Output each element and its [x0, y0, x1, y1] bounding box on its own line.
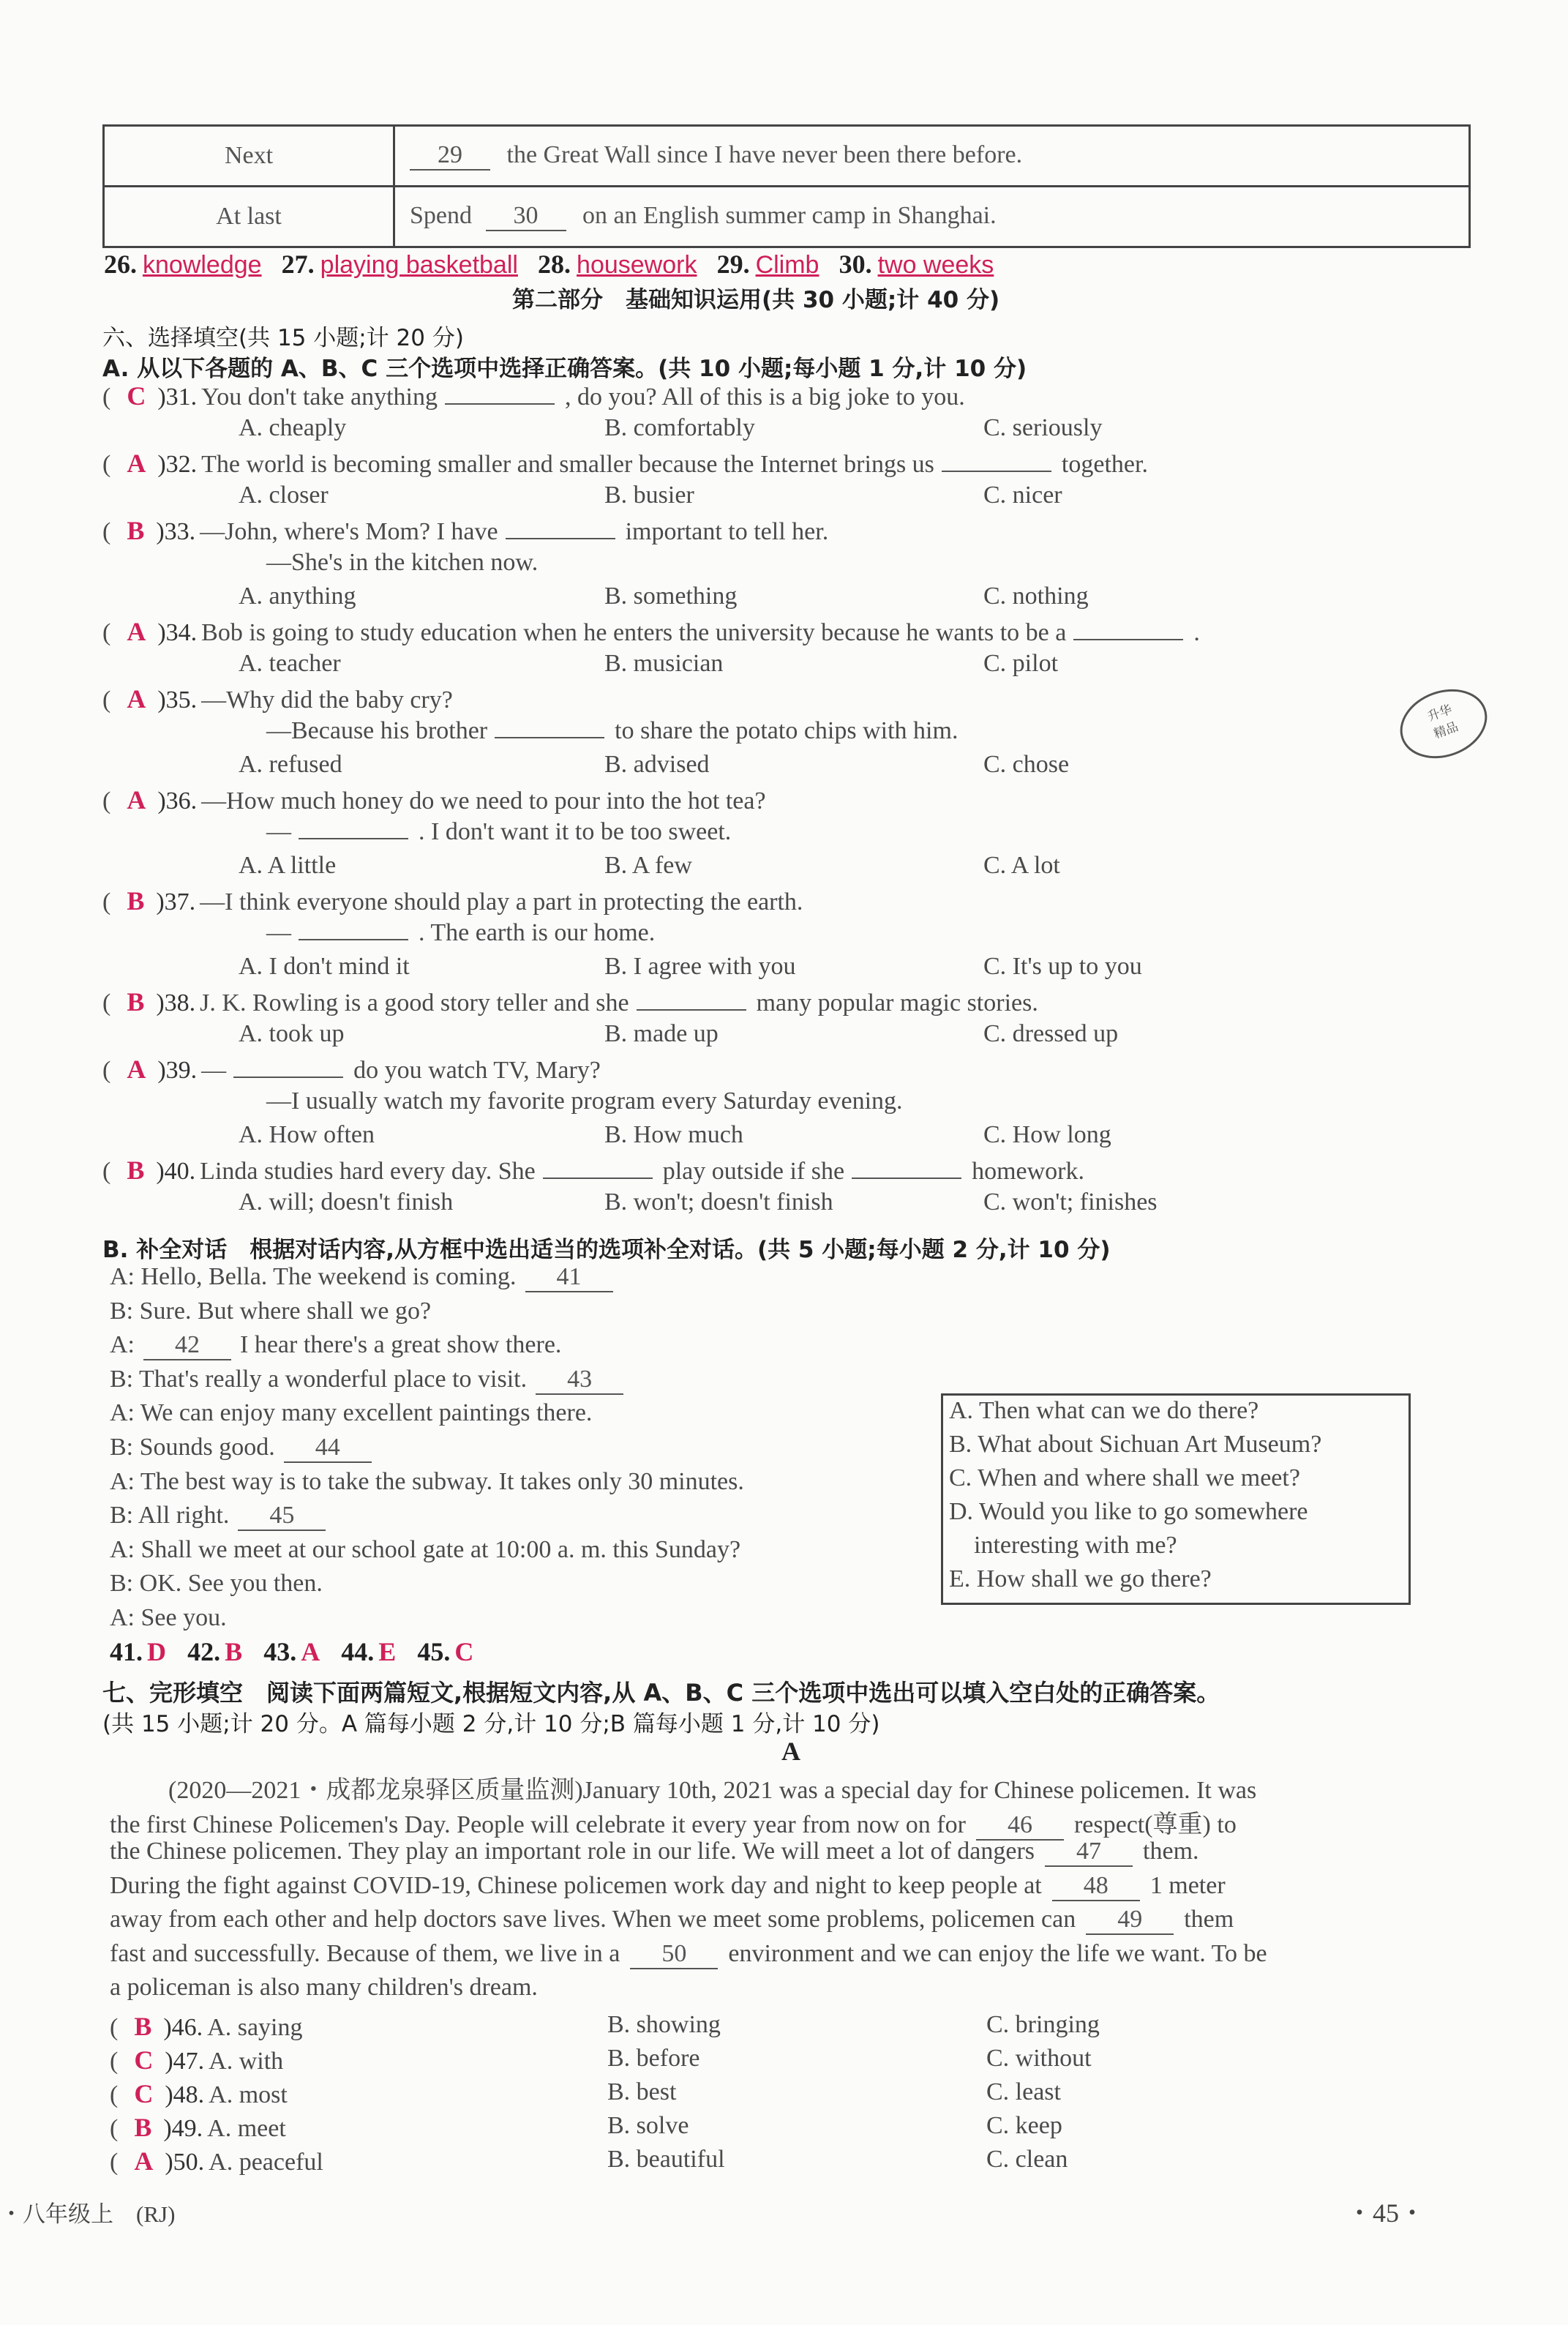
box-option: interesting with me?: [949, 1532, 1177, 1559]
option: A. anything: [239, 583, 356, 610]
option: C. nothing: [983, 583, 1089, 610]
option: A. will; doesn't finish: [239, 1188, 454, 1216]
option: C. seriously: [983, 414, 1103, 441]
passage-text: them.: [1143, 1838, 1199, 1865]
paren-open: (: [102, 1158, 111, 1185]
option: B. A few: [604, 852, 692, 879]
option: A. How often: [239, 1121, 375, 1148]
blank: [852, 1178, 961, 1179]
dialog-line: [110, 1263, 622, 1292]
blank: 30: [486, 202, 566, 231]
option: A. took up: [239, 1020, 345, 1047]
dialog-text: B: Sounds good.: [110, 1434, 275, 1461]
question-text: J. K. Rowling is a good story teller and she: [200, 989, 629, 1017]
paren-open: (: [102, 888, 111, 916]
question-row: [102, 986, 1038, 1017]
paren-open: (: [102, 619, 111, 646]
paren-open: (: [102, 787, 111, 815]
answer-letter: B: [134, 2113, 152, 2142]
passage-text: (2020—2021・成都龙泉驿区质量监测)January 10th, 2021 was a special day for Chinese policemen. It was: [168, 1777, 1257, 1804]
question-text: —I think everyone should play a part in protecting the earth.: [200, 888, 803, 916]
dialog-line: [110, 1604, 227, 1632]
question-text: —She's in the kitchen now.: [266, 549, 539, 576]
question-text: —I usually watch my favorite program every Saturday evening.: [266, 1087, 903, 1115]
answer-letter: A: [134, 2146, 154, 2176]
paren-open: (: [102, 451, 111, 478]
blank: [637, 1009, 746, 1011]
passage-line: [110, 1940, 1267, 1969]
table-prefix: Spend: [410, 202, 472, 229]
option: C. without: [986, 2045, 1092, 2072]
option: C. bringing: [986, 2011, 1100, 2038]
question-row: [102, 616, 1200, 647]
blank: [495, 737, 604, 738]
option: C. least: [986, 2078, 1061, 2105]
question-text: . The earth is our home.: [419, 919, 656, 946]
answer-letter: C: [134, 2079, 154, 2108]
question-text: to share the potato chips with him.: [615, 717, 959, 744]
question-text: . I don't want it to be too sweet.: [419, 818, 732, 845]
option: B. before: [607, 2045, 700, 2072]
question-row: [102, 684, 453, 714]
paren-open: (: [110, 2081, 119, 2108]
box-option: E. How shall we go there?: [949, 1565, 1212, 1592]
table-label: Next: [104, 126, 394, 187]
question-text: —: [266, 919, 291, 946]
table-text: the Great Wall since I have never been there before.: [506, 141, 1023, 168]
dialog-text: B: OK. See you then.: [110, 1570, 323, 1598]
option: B. solve: [607, 2112, 689, 2139]
blank: 44: [284, 1434, 372, 1463]
question-text: —Because his brother: [266, 717, 488, 744]
part-title: 第二部分 基础知识运用(共 30 小题;计 40 分): [512, 287, 1000, 313]
option: A. I don't mind it: [239, 953, 410, 980]
blank: 42: [143, 1331, 231, 1360]
writing-table: [102, 124, 1471, 248]
dialog-text: A:: [110, 1331, 135, 1359]
option: A. refused: [239, 751, 342, 778]
answer-letter: B: [127, 987, 145, 1017]
passage-line: [110, 1838, 1199, 1867]
question-row: [110, 2045, 283, 2075]
passage-label: A: [781, 1737, 800, 1766]
question-text: .: [1193, 619, 1200, 646]
box-option: B. What about Sichuan Art Museum?: [949, 1431, 1322, 1458]
question-row: [102, 785, 766, 815]
passage-text: away from each other and help doctors save lives. When we meet some problems, policemen can: [110, 1906, 1076, 1933]
blank: 47: [1045, 1838, 1133, 1867]
question-number: )36.: [157, 787, 198, 815]
table-text: on an English summer camp in Shanghai.: [582, 202, 997, 229]
paren-open: (: [102, 518, 111, 545]
question-number: )34.: [157, 619, 198, 646]
question-row: [102, 1155, 1084, 1186]
question-row: [102, 448, 1148, 479]
option: B. made up: [604, 1020, 719, 1047]
option: B. busier: [604, 482, 694, 509]
box-option: A. Then what can we do there?: [949, 1397, 1259, 1424]
section-subtitle: B. 补全对话 根据对话内容,从方框中选出适当的选项补全对话。(共 5 小题;每小题 2 分,计 10 分): [102, 1237, 1111, 1263]
dialog-line: [110, 1434, 380, 1463]
option: C. dressed up: [983, 1020, 1119, 1047]
blank: 46: [976, 1811, 1064, 1841]
question-text: homework.: [972, 1158, 1084, 1185]
question-text: —: [266, 818, 291, 845]
box-option: D. Would you like to go somewhere: [949, 1498, 1308, 1525]
options-box: [941, 1393, 1411, 1605]
question-number: )49.: [163, 2115, 203, 2142]
passage-text: 1 meter: [1149, 1871, 1226, 1899]
paren-open: (: [102, 383, 111, 411]
paren-open: (: [110, 2149, 119, 2176]
dialog-text: B: All right.: [110, 1502, 230, 1530]
blank: 50: [630, 1940, 718, 1969]
option: C. won't; finishes: [983, 1188, 1158, 1216]
blank: 48: [1052, 1872, 1140, 1901]
option: C. It's up to you: [983, 953, 1142, 980]
paren-open: (: [110, 2048, 119, 2075]
section-title: 七、完形填空 阅读下面两篇短文,根据短文内容,从 A、B、C 三个选项中选出可以填入空白处的正确答案。: [102, 1679, 1220, 1707]
option: B. showing: [607, 2011, 721, 2038]
question-number: )48.: [165, 2081, 205, 2108]
section-subtitle: (共 15 小题;计 20 分。A 篇每小题 2 分,计 10 分;B 篇每小题 1 分,计 10 分): [102, 1711, 880, 1737]
option: B. beautiful: [607, 2146, 725, 2173]
blank: [1073, 639, 1183, 640]
option: C. chose: [983, 751, 1070, 778]
question-text: You don't take anything: [201, 383, 438, 411]
option: A. most: [209, 2081, 288, 2108]
question-row: [102, 1054, 601, 1085]
option: C. keep: [986, 2112, 1062, 2139]
option: C. pilot: [983, 650, 1059, 677]
dialog-text: B: Sure. But where shall we go?: [110, 1297, 432, 1325]
dialog-text: A: Hello, Bella. The weekend is coming.: [110, 1263, 517, 1290]
option: B. How much: [604, 1121, 743, 1148]
passage-line: [110, 1906, 1234, 1935]
blank: [543, 1178, 653, 1179]
option: B. I agree with you: [604, 953, 796, 980]
box-option: C. When and where shall we meet?: [949, 1464, 1300, 1491]
option: A. with: [209, 2048, 284, 2075]
passage-text: the first Chinese Policemen's Day. People will celebrate it every year from now on for: [110, 1811, 966, 1838]
question-row: [102, 381, 965, 411]
passage-line: [110, 1872, 1226, 1901]
question-text: —Why did the baby cry?: [201, 686, 453, 714]
blank: [233, 1077, 343, 1078]
answer-letter: C: [127, 381, 146, 411]
page-number: ・45・: [1346, 2198, 1426, 2228]
option: B. something: [604, 583, 738, 610]
question-number: )32.: [157, 451, 198, 478]
question-number: )33.: [156, 518, 196, 545]
option: A. A little: [239, 852, 337, 879]
question-text: together.: [1061, 451, 1148, 478]
dialog-line: [110, 1502, 334, 1531]
option: A. saying: [207, 2014, 303, 2041]
option: A. teacher: [239, 650, 341, 677]
passage-line: [168, 1770, 1256, 1805]
question-text: Linda studies hard every day. She: [200, 1158, 536, 1185]
dialog-text: A: See you.: [110, 1604, 227, 1631]
option: B. musician: [604, 650, 724, 677]
dialog-line: [110, 1536, 740, 1564]
question-row: [110, 2146, 323, 2176]
blank: [445, 403, 555, 405]
table-row: [104, 187, 1470, 247]
stamp-seal: 升华 精品: [1390, 678, 1496, 770]
answer-letter: A: [127, 1055, 146, 1084]
dialog-text: B: That's really a wonderful place to visit.: [110, 1365, 528, 1393]
dialog-line: [110, 1468, 744, 1496]
question-text: Bob is going to study education when he enters the university because he wants to be a: [201, 619, 1067, 646]
answer-letter: A: [127, 684, 146, 714]
answer-line-26-30: 26. knowledge 27. playing basketball 28. housework 29. Climb 30. two weeks: [104, 250, 994, 279]
paren-open: (: [110, 2115, 119, 2142]
dialog-text: A: The best way is to take the subway. It takes only 30 minutes.: [110, 1467, 744, 1495]
option: B. won't; doesn't finish: [604, 1188, 833, 1216]
option: C. How long: [983, 1121, 1111, 1148]
dialog-line: [110, 1331, 561, 1360]
question-number: )35.: [157, 686, 198, 714]
paren-open: (: [110, 2014, 119, 2041]
answer-letter: B: [127, 516, 145, 545]
blank: 45: [238, 1502, 326, 1531]
question-text: The world is becoming smaller and smaller because the Internet brings us: [201, 451, 934, 478]
section-subtitle: A. 从以下各题的 A、B、C 三个选项中选择正确答案。(共 10 小题;每小题 1 分,计 10 分): [102, 356, 1027, 382]
dialog-line: [110, 1399, 592, 1427]
option: C. A lot: [983, 852, 1060, 879]
answer-letter: B: [127, 1156, 145, 1185]
passage-text: respect(尊重) to: [1073, 1811, 1237, 1838]
question-number: )46.: [163, 2014, 203, 2041]
passage-text: a policeman is also many children's dream.: [110, 1974, 538, 2001]
paren-open: (: [102, 686, 111, 714]
table-label: At last: [104, 187, 394, 247]
answer-letter: A: [127, 617, 146, 646]
passage-text: environment and we can enjoy the life we want. To be: [728, 1939, 1267, 1967]
option: A. cheaply: [239, 414, 347, 441]
dialog-text: A: We can enjoy many excellent paintings there.: [110, 1399, 593, 1427]
answer-letter: B: [134, 2012, 152, 2041]
answer-letter: A: [127, 449, 146, 478]
passage-text: them: [1184, 1906, 1234, 1933]
question-number: )40.: [156, 1158, 196, 1185]
question-text: [266, 717, 958, 745]
option: B. advised: [604, 751, 710, 778]
passage-line: [110, 1974, 538, 2002]
question-number: )47.: [165, 2048, 205, 2075]
paren-open: (: [102, 989, 111, 1017]
question-text: [266, 919, 655, 947]
passage-line: [110, 1804, 1237, 1841]
answer-letter: B: [127, 886, 145, 916]
option: A. peaceful: [209, 2149, 323, 2176]
passage-text: fast and successfully. Because of them, we live in a: [110, 1939, 620, 1967]
footer-left: ・八年级上 (RJ): [0, 2201, 176, 2227]
question-text: —: [201, 1057, 227, 1084]
option: C. clean: [986, 2146, 1068, 2173]
blank: 41: [525, 1263, 613, 1292]
question-row: [110, 2011, 303, 2042]
option: A. meet: [207, 2115, 286, 2142]
question-row: [110, 2078, 288, 2109]
question-text: , do you? All of this is a big joke to you.: [565, 383, 965, 411]
question-row: [110, 2112, 286, 2143]
question-row: [102, 886, 803, 916]
question-number: )50.: [165, 2149, 205, 2176]
blank: [506, 538, 615, 539]
blank: 49: [1086, 1906, 1174, 1935]
paren-open: (: [102, 1057, 111, 1084]
question-text: —How much honey do we need to pour into the hot tea?: [201, 787, 766, 815]
dialog-line: [110, 1298, 431, 1325]
dialog-text: I hear there's a great show there.: [240, 1331, 562, 1359]
option: B. comfortably: [604, 414, 755, 441]
dialog-line: [110, 1366, 632, 1395]
question-row: [102, 515, 828, 546]
question-text: play outside if she: [662, 1158, 845, 1185]
option: C. nicer: [983, 482, 1062, 509]
question-text: many popular magic stories.: [756, 989, 1038, 1017]
passage-text: During the fight against COVID-19, Chinese policemen work day and night to keep people at: [110, 1871, 1042, 1899]
blank: 43: [536, 1366, 623, 1395]
question-text: —John, where's Mom? I have: [200, 518, 498, 545]
blank: [942, 471, 1051, 472]
passage-text: the Chinese policemen. They play an important role in our life. We will meet a lot of dangers: [110, 1838, 1035, 1865]
question-number: )31.: [157, 383, 198, 411]
dialog-text: A: Shall we meet at our school gate at 10:00 a. m. this Sunday?: [110, 1535, 741, 1563]
answer-letter: A: [127, 785, 146, 815]
answer-letter: C: [134, 2045, 154, 2075]
question-number: )38.: [156, 989, 196, 1017]
blank: [299, 939, 408, 940]
answer-line-41-45: 41. D 42. B 43. A 44. E 45. C: [110, 1637, 474, 1666]
question-text: do you watch TV, Mary?: [353, 1057, 601, 1084]
blank: 29: [410, 141, 490, 171]
blank: [299, 838, 408, 839]
section-title: 六、选择填空(共 15 小题;计 20 分): [102, 325, 464, 351]
option: B. best: [607, 2078, 677, 2105]
question-text: important to tell her.: [625, 518, 829, 545]
question-text: [266, 818, 731, 846]
dialog-line: [110, 1570, 323, 1598]
table-row: [104, 126, 1470, 187]
question-number: )37.: [156, 888, 196, 916]
option: A. closer: [239, 482, 329, 509]
question-number: )39.: [157, 1057, 198, 1084]
